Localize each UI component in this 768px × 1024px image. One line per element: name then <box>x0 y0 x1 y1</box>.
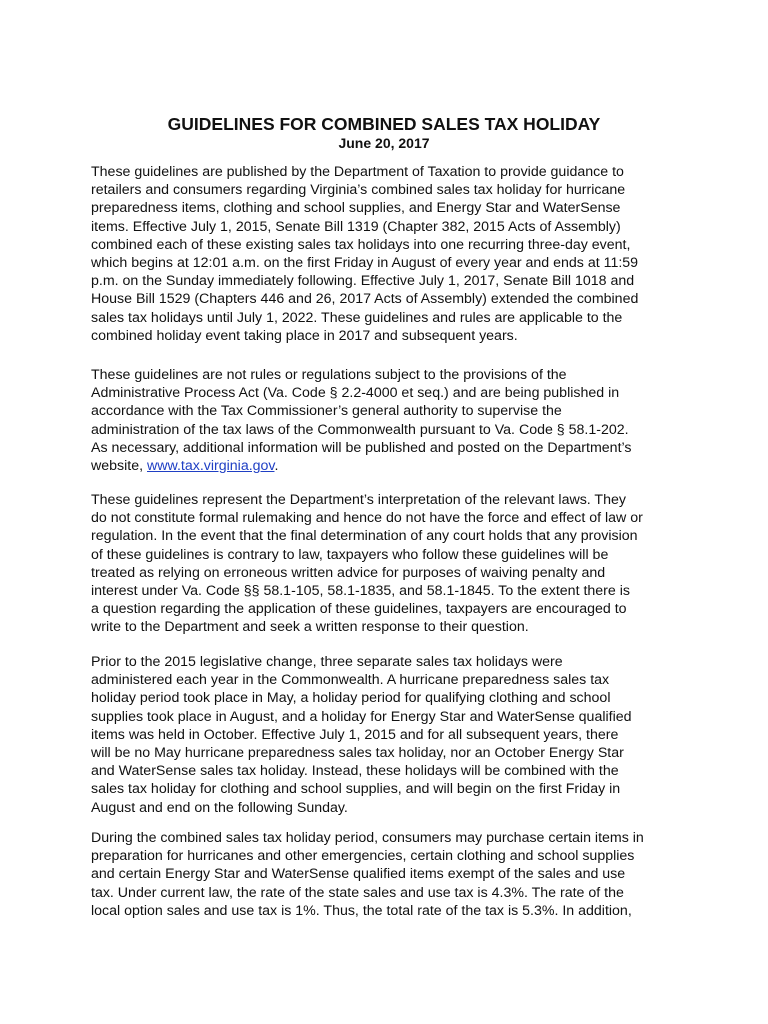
paragraph-1 <box>91 163 691 345</box>
paragraph-line: preparedness items, clothing and school supplies, and Energy Star and WaterSense <box>91 200 621 217</box>
paragraph-line: combined each of these existing sales tax holidays into one recurring three-day event, <box>91 236 631 253</box>
paragraph-line: tax. Under current law, the rate of the state sales and use tax is 4.3%. The rate of the <box>91 884 624 901</box>
document-title: GUIDELINES FOR COMBINED SALES TAX HOLIDAY <box>167 114 601 134</box>
paragraph-line: House Bill 1529 (Chapters 446 and 26, 2017 Acts of Assembly) extended the combined <box>91 291 639 308</box>
paragraph-line: write to the Department and seek a written response to their question. <box>91 619 529 636</box>
paragraph-line: preparation for hurricanes and other emergencies, certain clothing and school supplies <box>91 848 635 865</box>
paragraph-line: do not constitute formal rulemaking and hence do not have the force and effect of law or <box>91 510 643 527</box>
website-prefix: website, <box>91 457 147 474</box>
paragraph-line: These guidelines are not rules or regulations subject to the provisions of the <box>91 367 567 383</box>
paragraph-line: local option sales and use tax is 1%. Thus, the total rate of the tax is 5.3%. In addition, <box>91 902 632 919</box>
paragraph-line: administration of the tax laws of the Commonwealth pursuant to Va. Code § 58.1-202. <box>91 421 629 438</box>
paragraph-line: items. Effective July 1, 2015, Senate Bill 1319 (Chapter 382, 2015 Acts of Assembly) <box>91 218 621 235</box>
paragraph-3 <box>91 491 691 637</box>
paragraph-line: and WaterSense sales tax holiday. Instead, these holidays will be combined with the <box>91 763 619 780</box>
paragraph-line: retailers and consumers regarding Virginia’s combined sales tax holiday for hurricane <box>91 182 626 199</box>
paragraph-line: sales tax holidays until July 1, 2022. These guidelines and rules are applicable to the <box>91 309 623 326</box>
paragraph-line: Administrative Process Act (Va. Code § 2.2-4000 et seq.) and are being published in <box>91 385 620 402</box>
paragraph-line: combined holiday event taking place in 2017 and subsequent years. <box>91 327 518 344</box>
paragraph-line: regulation. In the event that the final determination of any court holds that any provision <box>91 528 638 545</box>
paragraph-line: administered each year in the Commonwealth. A hurricane preparedness sales tax <box>91 672 610 689</box>
paragraph-line: a question regarding the application of these guidelines, taxpayers are encouraged to <box>91 601 627 618</box>
paragraph-2 <box>91 366 691 475</box>
website-link[interactable]: www.tax.virginia.gov <box>147 457 275 474</box>
paragraph-line: will be no May hurricane preparedness sales tax holiday, nor an October Energy Star <box>91 744 624 761</box>
paragraph-4 <box>91 653 691 817</box>
document-date: June 20, 2017 <box>338 135 430 151</box>
paragraph-line: August and end on the following Sunday. <box>91 799 348 816</box>
paragraph-line: accordance with the Tax Commissioner’s general authority to supervise the <box>91 403 562 420</box>
paragraph-line: These guidelines are published by the Department of Taxation to provide guidance to <box>91 164 624 180</box>
paragraph-line: holiday period took place in May, a holiday period for qualifying clothing and school <box>91 690 611 707</box>
paragraph-line: Prior to the 2015 legislative change, three separate sales tax holidays were <box>91 654 563 670</box>
paragraph-line: and certain Energy Star and WaterSense qualified items exempt of the sales and use <box>91 866 626 883</box>
paragraph-5 <box>91 829 691 920</box>
paragraph-line: treated as relying on erroneous written advice for purposes of waiving penalty and <box>91 564 606 581</box>
paragraph-line: These guidelines represent the Department’s interpretation of the relevant laws. They <box>91 492 626 508</box>
paragraph-line: p.m. on the Sunday immediately following. Effective July 1, 2017, Senate Bill 1018 and <box>91 273 635 290</box>
paragraph-line: supplies took place in August, and a holiday for Energy Star and WaterSense qualified <box>91 708 632 725</box>
website-line <box>91 457 691 475</box>
paragraph-line: items was held in October. Effective July 1, 2015 and for all subsequent years, there <box>91 726 619 743</box>
paragraph-line: During the combined sales tax holiday period, consumers may purchase certain items in <box>91 830 644 846</box>
paragraph-line: interest under Va. Code §§ 58.1-105, 58.1-1835, and 58.1-1845. To the extent there is <box>91 582 630 599</box>
paragraph-line: of these guidelines is contrary to law, taxpayers who follow these guidelines will be <box>91 546 609 563</box>
paragraph-line: As necessary, additional information will be published and posted on the Department’s <box>91 439 632 456</box>
paragraph-line: sales tax holiday for clothing and school supplies, and will begin on the first Friday in <box>91 781 621 798</box>
website-suffix: . <box>274 457 279 474</box>
paragraph-line: which begins at 12:01 a.m. on the first Friday in August of every year and ends at 11:59 <box>91 254 639 271</box>
